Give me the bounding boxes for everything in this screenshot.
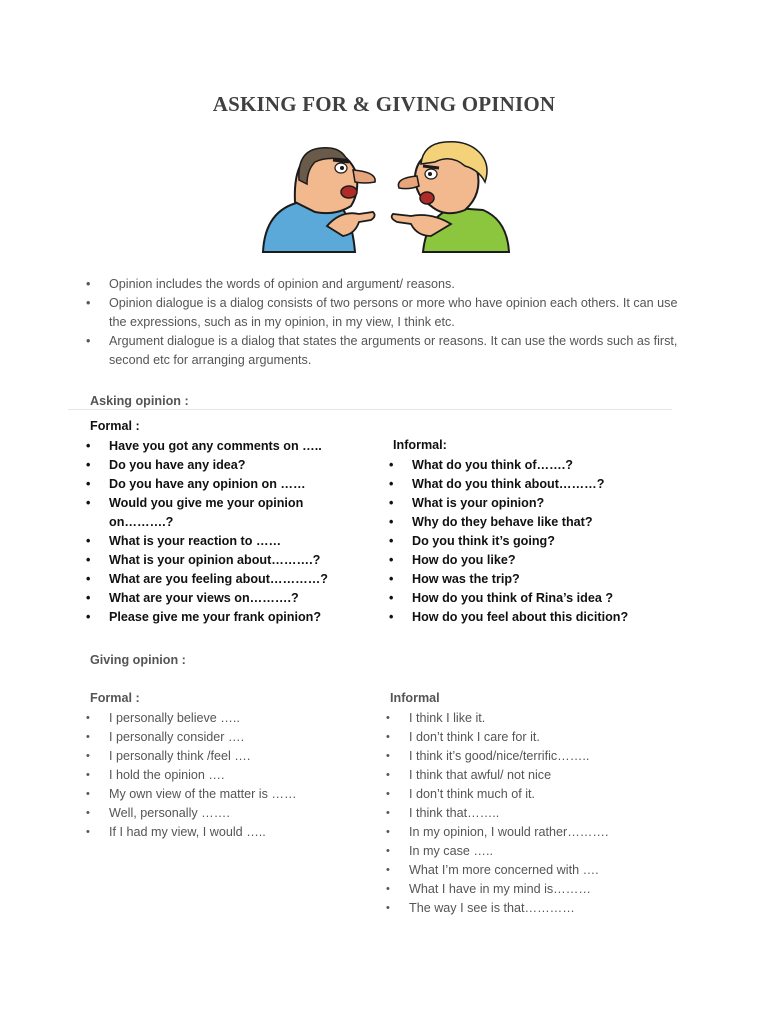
- list-item: [386, 785, 686, 804]
- list-item-text: Have you got any comments on …..: [109, 439, 322, 453]
- list-item-text: If I had my view, I would …..: [109, 825, 266, 839]
- list-item-text: In my opinion, I would rather……….: [409, 825, 609, 839]
- list-item: [389, 532, 689, 551]
- list-item-text: I think it’s good/nice/terrific……..: [409, 749, 590, 763]
- list-item-text: My own view of the matter is ……: [109, 787, 297, 801]
- list-item: [386, 861, 686, 880]
- list-item: [86, 275, 686, 294]
- list-item: [86, 570, 336, 589]
- bullet-icon: •: [386, 712, 390, 724]
- bullet-icon: •: [389, 477, 394, 491]
- bullet-icon: •: [386, 883, 390, 895]
- list-item: [386, 728, 686, 747]
- list-item-text: What is your reaction to ……: [109, 534, 282, 548]
- page-title: ASKING FOR & GIVING OPINION: [212, 92, 556, 116]
- giving-opinion-heading: Giving opinion :: [90, 653, 186, 667]
- arguing-men-illustration: [255, 140, 515, 255]
- list-item-text: Do you think it’s going?: [412, 534, 555, 548]
- giving-informal-list: [386, 709, 686, 918]
- list-item: [86, 437, 336, 456]
- list-item-text: Opinion dialogue is a dialog consists of two persons or more who have opinion each others. It can use the expressions, such as in my opinion, in my view, I think etc.: [109, 296, 678, 329]
- bullet-icon: •: [386, 807, 390, 819]
- bullet-icon: •: [386, 864, 390, 876]
- bullet-icon: •: [386, 902, 390, 914]
- asking-opinion-heading: Asking opinion :: [90, 394, 189, 408]
- list-item: [86, 532, 336, 551]
- list-item-text: I don’t think I care for it.: [409, 730, 540, 744]
- bullet-icon: •: [86, 534, 91, 548]
- list-item-text: What I’m more concerned with ….: [409, 863, 599, 877]
- list-item-text: What are your views on……….?: [109, 591, 299, 605]
- bullet-icon: •: [389, 496, 394, 510]
- bullet-icon: •: [86, 769, 90, 781]
- list-item-text: I personally believe …..: [109, 711, 240, 725]
- list-item-text: How do you feel about this dicition?: [412, 610, 629, 624]
- list-item: [86, 823, 366, 842]
- list-item-text: In my case …..: [409, 844, 493, 858]
- list-item: [389, 589, 689, 608]
- bullet-icon: •: [86, 458, 91, 472]
- list-item: [386, 842, 686, 861]
- list-item-text: How was the trip?: [412, 572, 520, 586]
- section-divider: [68, 409, 672, 410]
- list-item-text: What do you think about………?: [412, 477, 605, 491]
- list-item-text: The way I see is that…………: [409, 901, 575, 915]
- asking-formal-label: Formal :: [90, 419, 140, 433]
- list-item: [86, 747, 366, 766]
- list-item-text: What is your opinion?: [412, 496, 545, 510]
- bullet-icon: •: [386, 769, 390, 781]
- bullet-icon: •: [389, 515, 394, 529]
- bullet-icon: •: [386, 731, 390, 743]
- bullet-icon: •: [389, 572, 394, 586]
- list-item: [86, 728, 366, 747]
- list-item: [86, 332, 686, 370]
- bullet-icon: •: [86, 296, 91, 310]
- list-item: [86, 551, 336, 570]
- bullet-icon: •: [86, 591, 91, 605]
- list-item: [86, 766, 366, 785]
- list-item: [86, 456, 336, 475]
- list-item: [86, 785, 366, 804]
- bullet-icon: •: [86, 477, 91, 491]
- list-item-text: Please give me your frank opinion?: [109, 610, 322, 624]
- list-item-text: I personally consider ….: [109, 730, 245, 744]
- list-item-text: Well, personally …….: [109, 806, 230, 820]
- list-item: [86, 494, 336, 532]
- right-man-figure: [392, 142, 509, 252]
- list-item-text: Do you have any idea?: [109, 458, 246, 472]
- list-item: [389, 494, 689, 513]
- list-item-text: Opinion includes the words of opinion and argument/ reasons.: [109, 277, 455, 291]
- bullet-icon: •: [86, 572, 91, 586]
- giving-formal-list: [86, 709, 366, 842]
- list-item: [389, 551, 689, 570]
- bullet-icon: •: [86, 788, 90, 800]
- bullet-icon: •: [386, 750, 390, 762]
- list-item: [86, 804, 366, 823]
- list-item: [386, 747, 686, 766]
- intro-bullet-list: [86, 275, 686, 370]
- bullet-icon: •: [86, 750, 90, 762]
- list-item: [389, 456, 689, 475]
- list-item: [389, 475, 689, 494]
- bullet-icon: •: [86, 712, 90, 724]
- list-item-text: What I have in my mind is………: [409, 882, 591, 896]
- list-item-text: Do you have any opinion on ……: [109, 477, 306, 491]
- bullet-icon: •: [86, 439, 91, 453]
- asking-informal-list: [389, 456, 689, 627]
- list-item: [389, 608, 689, 627]
- bullet-icon: •: [86, 731, 90, 743]
- bullet-icon: •: [86, 610, 91, 624]
- list-item-text: I don’t think much of it.: [409, 787, 535, 801]
- bullet-icon: •: [86, 334, 91, 348]
- left-man-figure: [263, 148, 375, 252]
- list-item: [86, 475, 336, 494]
- list-item: [389, 570, 689, 589]
- list-item-text: I think I like it.: [409, 711, 486, 725]
- list-item: [386, 899, 686, 918]
- asking-formal-list: [86, 437, 336, 627]
- list-item: [386, 709, 686, 728]
- list-item-text: I hold the opinion ….: [109, 768, 225, 782]
- list-item: [386, 823, 686, 842]
- bullet-icon: •: [389, 591, 394, 605]
- giving-formal-label: Formal :: [90, 691, 140, 705]
- list-item-text: How do you think of Rina’s idea ?: [412, 591, 614, 605]
- list-item: [389, 513, 689, 532]
- list-item: [86, 294, 686, 332]
- list-item-text: What do you think of…….?: [412, 458, 573, 472]
- bullet-icon: •: [86, 807, 90, 819]
- bullet-icon: •: [389, 534, 394, 548]
- list-item: [86, 709, 366, 728]
- list-item: [386, 880, 686, 899]
- list-item: [86, 608, 336, 627]
- list-item-text: How do you like?: [412, 553, 516, 567]
- bullet-icon: •: [386, 788, 390, 800]
- list-item-text: Would you give me your opinion on……….?: [109, 496, 304, 529]
- list-item-text: Why do they behave like that?: [412, 515, 593, 529]
- bullet-icon: •: [389, 553, 394, 567]
- list-item-text: I personally think /feel ….: [109, 749, 251, 763]
- bullet-icon: •: [386, 845, 390, 857]
- bullet-icon: •: [389, 458, 394, 472]
- list-item-text: I think that……..: [409, 806, 500, 820]
- asking-informal-label: Informal:: [393, 438, 447, 452]
- bullet-icon: •: [86, 496, 91, 510]
- list-item: [386, 766, 686, 785]
- bullet-icon: •: [86, 826, 90, 838]
- list-item: [386, 804, 686, 823]
- list-item-text: What is your opinion about……….?: [109, 553, 321, 567]
- list-item-text: Argument dialogue is a dialog that states the arguments or reasons. It can use the words such as first, second etc for arranging arguments.: [109, 334, 678, 367]
- bullet-icon: •: [86, 277, 91, 291]
- bullet-icon: •: [386, 826, 390, 838]
- giving-informal-label: Informal: [390, 691, 440, 705]
- bullet-icon: •: [389, 610, 394, 624]
- bullet-icon: •: [86, 553, 91, 567]
- list-item-text: I think that awful/ not nice: [409, 768, 552, 782]
- list-item: [86, 589, 336, 608]
- list-item-text: What are you feeling about…………?: [109, 572, 329, 586]
